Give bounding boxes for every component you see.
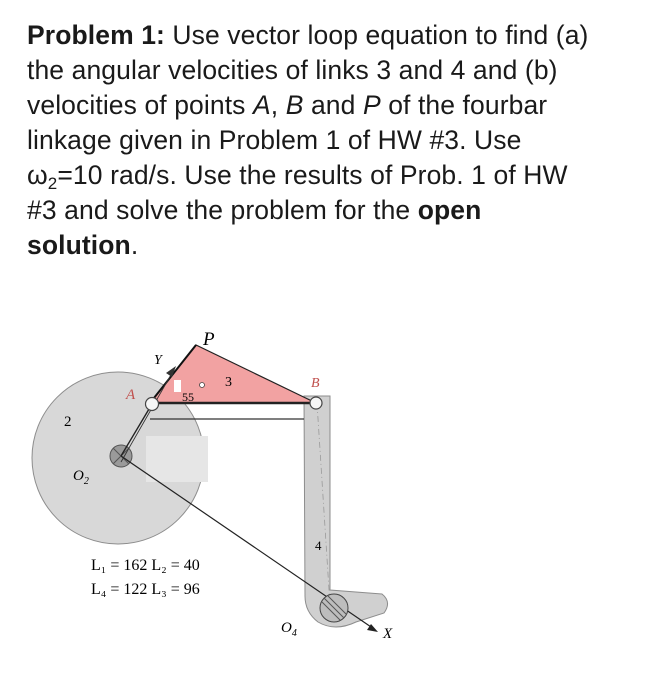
label-3: 3 xyxy=(225,375,232,390)
label-o2-text: O xyxy=(73,468,84,484)
problem-statement xyxy=(27,18,639,263)
label-x: X xyxy=(383,626,393,642)
problem-text: =10 rad/s. Use the results of Prob. 1 of HW xyxy=(57,160,568,190)
problem-line-6 xyxy=(27,193,639,228)
problem-line-4 xyxy=(27,123,639,158)
omega-subscript: 2 xyxy=(47,174,58,193)
label-b: B xyxy=(311,376,320,391)
point-a-symbol: A xyxy=(253,90,271,120)
pin-b xyxy=(310,397,322,409)
problem-text: the angular velocities of links 3 and 4 and (b) xyxy=(27,55,558,85)
disk-highlight xyxy=(146,436,208,482)
problem-text: of the fourbar xyxy=(380,90,548,120)
point-p-symbol: P xyxy=(362,90,381,120)
label-p: P xyxy=(203,329,215,350)
problem-text: Use vector loop equation to find (a) xyxy=(164,20,589,50)
label-o2-subscript: 2 xyxy=(83,476,89,487)
coupler-small-hole xyxy=(200,383,205,388)
problem-line-3 xyxy=(27,88,639,123)
link-4-body xyxy=(304,396,388,627)
problem-text: linkage given in Problem 1 of HW #3. Use xyxy=(27,125,522,155)
label-55: 55 xyxy=(182,390,194,404)
problem-line-2 xyxy=(27,53,639,88)
problem-line-1 xyxy=(27,18,639,53)
point-b-symbol: B xyxy=(285,90,304,120)
solution-word: solution xyxy=(27,230,131,260)
label-o4-subscript: 4 xyxy=(291,628,297,639)
problem-heading: Problem 1: xyxy=(27,20,165,50)
omega-symbol: ω xyxy=(27,160,48,190)
problem-text: and xyxy=(303,90,363,120)
problem-text: velocities of points xyxy=(27,90,253,120)
angle-marker xyxy=(174,380,181,392)
problem-text: . xyxy=(130,230,139,260)
label-o4 xyxy=(281,620,297,639)
problem-text: , xyxy=(270,90,286,120)
label-y: Y xyxy=(154,353,162,368)
problem-text: #3 and solve the problem for the xyxy=(27,195,418,225)
problem-line-7 xyxy=(27,228,639,263)
label-a: A xyxy=(126,387,136,403)
pin-a xyxy=(146,398,159,411)
label-4: 4 xyxy=(315,538,322,553)
length-equation-line-1: L₁ = 162 L₂ = 40 xyxy=(91,557,200,574)
problem-line-5 xyxy=(27,158,639,193)
coupler-link-3 xyxy=(150,345,316,403)
length-equation-line-2: L₄ = 122 L₃ = 96 xyxy=(91,581,200,598)
label-2: 2 xyxy=(64,414,72,430)
label-o4-text: O xyxy=(281,620,292,636)
fourbar-linkage-figure xyxy=(0,300,657,700)
open-word: open xyxy=(417,195,482,225)
